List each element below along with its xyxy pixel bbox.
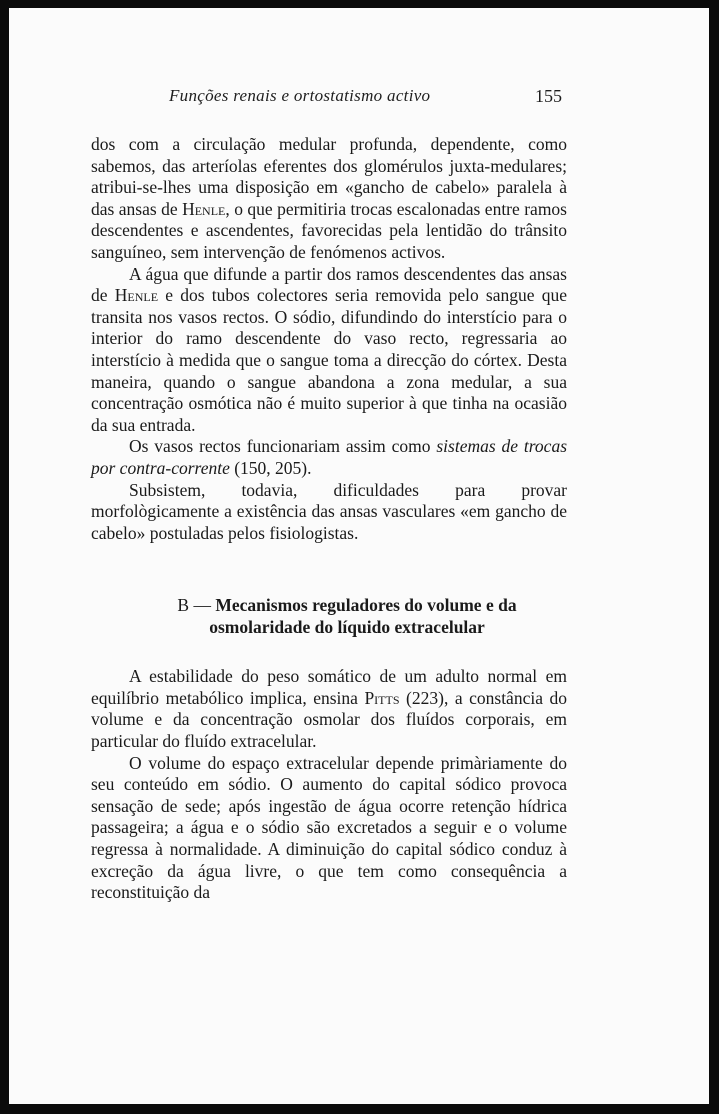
paragraph-text: A estabilidade do peso somático de um adulto normal em equilíbrio metabólico implica, ensina — [91, 666, 567, 708]
author-name: Pitts — [364, 687, 400, 708]
paragraph-text: O volume do espaço extracelular depende primàriamente do seu conteúdo em sódio. O aumento do capital sódico provoca sensação de sede; após ingestão de água ocorre retenção hídrica passageira; a água e o sódio são excretados a seguir e o volume regressa à normalidade. A diminuição do capital sódico conduz à excreção da água livre, o que tem como consequência a reconstituição da — [91, 752, 567, 903]
book-page — [9, 8, 709, 1104]
author-name: Henle — [114, 285, 159, 306]
paragraph-text: , o que permitiria trocas escalonadas entre ramos descendentes e ascendentes, favorecidas pela lentidão do trânsito sanguíneo, sem intervenção de fenómenos activos. — [91, 198, 567, 262]
section-title-line2: osmolaridade do líquido extracelular — [209, 617, 485, 638]
paragraph-text: Subsistem, todavia, dificuldades para provar morfològicamente a existência das ansas vasculares «em gancho de cabelo» postuladas pelos fisiologistas. — [91, 479, 567, 543]
paragraph-text: Os vasos rectos funcionariam assim como — [129, 436, 437, 457]
paragraph-text: (223), a constância do volume e da concentração osmolar dos fluídos corporais, em particular do fluído extracelular. — [91, 687, 567, 752]
paragraph-text: dos com a circulação medular profunda, dependente, como sabemos, das arteríolas eferentes dos glomérulos juxta-medulares; atribui-se-lhes uma disposição em «gancho de cabelo» paralela à das ansas de — [91, 134, 567, 219]
section-letter: B — — [177, 595, 211, 616]
paragraph — [91, 264, 567, 437]
emphasis-text: sistemas de trocas por contra-corrente — [91, 436, 567, 478]
body-text — [91, 134, 567, 904]
author-name: Henle — [182, 198, 226, 219]
running-header — [9, 86, 709, 112]
page-number: 155 — [535, 86, 562, 106]
section-title-line1: Mecanismos reguladores do volume e da — [215, 595, 517, 616]
paragraph-continuation — [91, 134, 567, 264]
paragraph — [91, 480, 567, 545]
section-heading — [91, 594, 567, 638]
running-title: Funções renais e ortostatismo activo — [169, 86, 431, 105]
paragraph — [91, 436, 567, 479]
paragraph — [91, 753, 567, 904]
paragraph-text: e dos tubos colectores seria removida pelo sangue que transita nos vasos rectos. O sódio, difundindo do interstício para o interior do ramo descendente do vaso recto, regressaria ao interstício à medida que o sangue toma a direcção do córtex. Desta maneira, quando o sangue abandona a zona medular, a sua concentração osmótica não é muito superior à que tinha na ocasião da sua entrada. — [91, 285, 567, 435]
paragraph-text: A água que difunde a partir dos ramos descendentes das ansas de — [91, 263, 567, 306]
citation-text: (150, 205). — [229, 457, 312, 478]
paragraph — [91, 666, 567, 752]
section-heading-line — [127, 594, 567, 616]
